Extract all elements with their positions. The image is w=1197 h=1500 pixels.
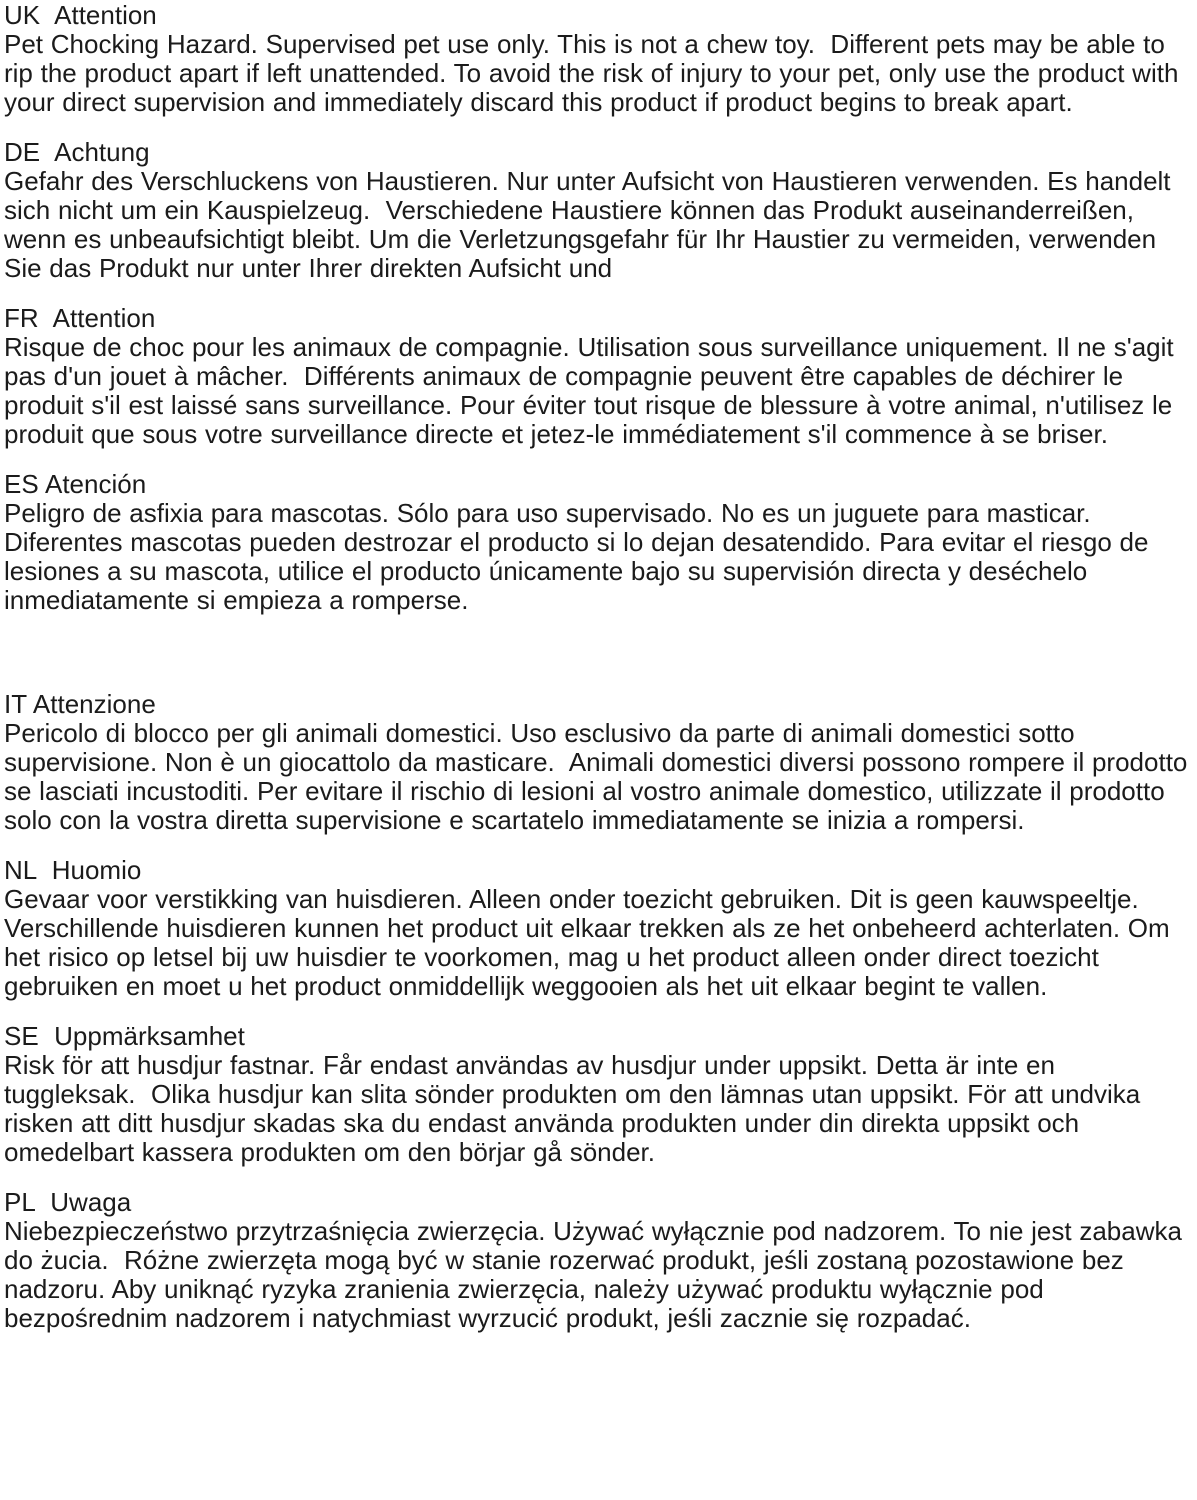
section-heading-de: DE Achtung bbox=[4, 137, 150, 167]
warning-section-uk bbox=[4, 1, 1189, 117]
section-heading-fr: FR Attention bbox=[4, 303, 156, 333]
warning-section-pl bbox=[4, 1188, 1189, 1333]
section-body-uk: Pet Chocking Hazard. Supervised pet use only. This is not a chew toy. Different pets may be able to rip the product apart if left unattended. To avoid the risk of injury to your pet, only use the product with your direct supervision and immediately discard this product if product begins to break apart. bbox=[4, 29, 1187, 117]
warning-section-fr bbox=[4, 304, 1189, 449]
warning-section-es bbox=[4, 470, 1189, 615]
section-body-fr: Risque de choc pour les animaux de compagnie. Utilisation sous surveillance uniquement. Il ne s'agit pas d'un jouet à mâcher. Différents animaux de compagnie peuvent être capables de déchirer le produit s'il est laissé sans surveillance. Pour éviter tout risque de blessure à votre animal, n'utilisez le produit que sous votre surveillance directe et jetez-le immédiatement s'il commence à se briser. bbox=[4, 332, 1182, 449]
section-heading-pl: PL Uwaga bbox=[4, 1187, 132, 1217]
section-heading-nl: NL Huomio bbox=[4, 855, 142, 885]
section-body-pl: Niebezpieczeństwo przytrzaśnięcia zwierzęcia. Używać wyłącznie pod nadzorem. To nie jest zabawka do żucia. Różne zwierzęta mogą być w stanie rozerwać produkt, jeśli zostaną pozostawione bez nadzoru. Aby uniknąć ryzyka zranienia zwierzęcia, należy używać produktu wyłącznie pod bezpośrednim nadzorem i natychmiast wyrzucić produkt, jeśli zacznie się rozpadać. bbox=[4, 1216, 1190, 1333]
section-heading-se: SE Uppmärksamhet bbox=[4, 1021, 245, 1051]
warning-section-se bbox=[4, 1022, 1189, 1167]
warning-section-it bbox=[4, 689, 1196, 835]
section-body-se: Risk för att husdjur fastnar. Får endast användas av husdjur under uppsikt. Detta är inte en tuggleksak. Olika husdjur kan slita sönder produkten om den lämnas utan uppsikt. För att undvika risken att ditt husdjur skadas ska du endast använda produkten under din direkta uppsikt och omedelbart kassera produkten om den börjar gå sönder. bbox=[4, 1050, 1148, 1167]
section-body-de: Gefahr des Verschluckens von Haustieren. Nur unter Aufsicht von Haustieren verwenden. Es handelt sich nicht um ein Kauspielzeug. Verschiedene Haustiere können das Produkt auseinanderreißen, wenn es unbeaufsichtigt bleibt. Um die Verletzungsgefahr für Ihr Haustier zu vermeiden, verwenden Sie das Produkt nur unter Ihrer direkten Aufsicht und bbox=[4, 166, 1179, 283]
warning-section-de bbox=[4, 138, 1189, 283]
section-body-nl: Gevaar voor verstikking van huisdieren. Alleen onder toezicht gebruiken. Dit is geen kauwspeeltje. Verschillende huisdieren kunnen het product uit elkaar trekken als ze het onbeheerd achterlaten. Om het risico op letsel bij uw huisdier te voorkomen, mag u het product alleen onder direct toezicht gebruiken en moet u het product onmiddellijk weggooien als het uit elkaar begint te vallen. bbox=[4, 884, 1178, 1001]
section-heading-es: ES Atención bbox=[4, 469, 147, 499]
section-heading-it: IT Attenzione bbox=[4, 689, 156, 719]
section-body-it: Pericolo di blocco per gli animali domestici. Uso esclusivo da parte di animali domestici sotto supervisione. Non è un giocattolo da masticare. Animali domestici diversi possono rompere il prodotto se lasciati incustoditi. Per evitare il rischio di lesioni al vostro animale domestico, utilizzate il prodotto solo con la vostra diretta supervisione e scartatelo immediatamente se inizia a rompersi. bbox=[4, 718, 1196, 835]
warning-section-nl bbox=[4, 856, 1189, 1001]
section-body-es: Peligro de asfixia para mascotas. Sólo para uso supervisado. No es un juguete para masticar. Diferentes mascotas pueden destrozar el producto si lo dejan desatendido. Para evitar el riesgo de lesiones a su mascota, utilice el producto únicamente bajo su supervisión directa y deséchelo inmediatamente si empieza a romperse. bbox=[4, 498, 1157, 615]
section-heading-uk: UK Attention bbox=[4, 0, 157, 30]
